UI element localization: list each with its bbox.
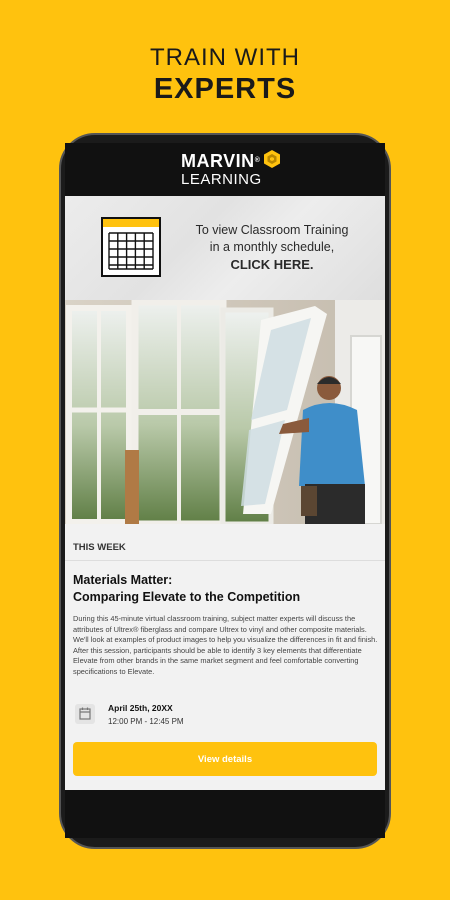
promo-headline [0,44,450,106]
section-divider [65,560,385,561]
event-description: During this 45-minute virtual classroom training, subject matter experts will discuss the attributes of Ultrex® fiberglass and compare Ultrex to vinyl and other composite materials. We'll look at examples of product images to help you visualize the differences in fit and finish. After this session, participants should be able to identify 3 key elements that differentiate Elevate from other brands in the same market segment and feel comfortable converting specifications to Elevate. [73,614,378,676]
banner-line2: in a monthly schedule, [209,240,335,254]
event-time: 12:00 PM - 12:45 PM [108,717,184,726]
calendar-small-icon [75,704,95,724]
brand-sub: LEARNING [181,171,262,188]
brand-reg-mark: ® [254,157,261,164]
banner-cta[interactable]: CLICK HERE. [230,257,314,272]
event-date: April 25th, 20XX [108,703,173,713]
classroom-schedule-banner[interactable] [65,196,385,300]
view-details-button[interactable]: View details [73,742,377,776]
event-title-line2: Comparing Elevate to the Competition [73,590,301,604]
app-header [65,143,385,196]
banner-text [169,222,375,273]
app-screen [65,196,385,790]
banner-line1: To view Classroom Training [195,223,349,237]
headline-line1: TRAIN WITH [150,44,300,71]
calendar-icon [101,216,161,278]
marvin-logo-icon [262,149,282,169]
brand-name: MARVIN [181,151,255,171]
brand-logo [181,151,262,189]
event-title [73,572,373,606]
bottom-bar [65,790,385,838]
event-title-line1: Materials Matter: [73,573,173,587]
event-photo [65,300,385,524]
headline-line2: EXPERTS [153,73,297,105]
section-this-week: THIS WEEK [73,542,126,553]
